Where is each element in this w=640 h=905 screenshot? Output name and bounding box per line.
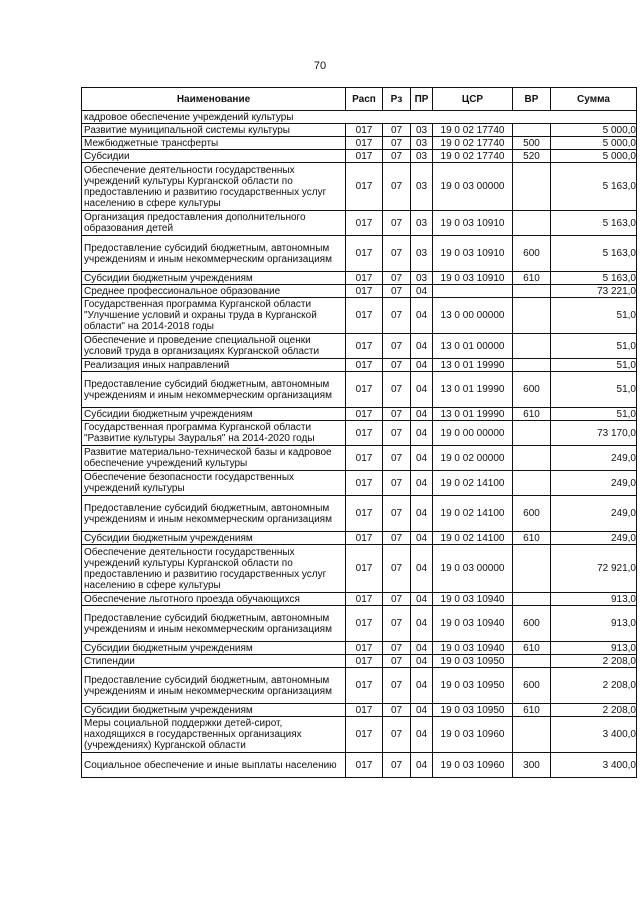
cell-sum: 2 208,0: [551, 704, 637, 717]
cell-rasp: 017: [346, 137, 383, 150]
cell-name: Государственная программа Курганской области "Развитие культуры Зауралья" на 2014-2020 годы: [82, 421, 346, 446]
cell-rasp: 017: [346, 359, 383, 372]
cell-csr: 19 0 02 14100: [433, 496, 513, 532]
table-row: [82, 137, 637, 150]
cell-pr: 04: [411, 593, 433, 606]
cell-name: Предоставление субсидий бюджетным, автономным учреждениям и иным некоммерческим организациям: [82, 236, 346, 272]
cell-csr: 19 0 03 10950: [433, 668, 513, 704]
cell-pr: 03: [411, 211, 433, 236]
cell-csr: 19 0 03 10910: [433, 211, 513, 236]
cell-vr: [513, 545, 551, 593]
cell-sum: 249,0: [551, 496, 637, 532]
cell-pr: 04: [411, 717, 433, 753]
table-row: [82, 593, 637, 606]
cell-rasp: 017: [346, 532, 383, 545]
cell-name: Организация предоставления дополнительного образования детей: [82, 211, 346, 236]
cell-rasp: 017: [346, 593, 383, 606]
cell-pr: 04: [411, 446, 433, 471]
cell-vr: [513, 446, 551, 471]
continuation-row: [82, 111, 637, 124]
header-name: Наименование: [82, 88, 346, 111]
cell-rz: 07: [383, 421, 411, 446]
cell-vr: 520: [513, 150, 551, 163]
table-row: [82, 704, 637, 717]
cell-name: Обеспечение льготного проезда обучающихся: [82, 593, 346, 606]
cell-rz: 07: [383, 753, 411, 778]
cell-rz: 07: [383, 211, 411, 236]
cell-csr: 19 0 03 00000: [433, 163, 513, 211]
cell-sum: 3 400,0: [551, 753, 637, 778]
cell-vr: [513, 211, 551, 236]
table-row: [82, 642, 637, 655]
cell-name: Субсидии бюджетным учреждениям: [82, 704, 346, 717]
page-number: 70: [313, 60, 327, 72]
cell-sum: 5 000,0: [551, 150, 637, 163]
cell-pr: 04: [411, 642, 433, 655]
cell-pr: 04: [411, 655, 433, 668]
cell-sum: 72 921,0: [551, 545, 637, 593]
cell-rz: 07: [383, 471, 411, 496]
cell-name: Субсидии бюджетным учреждениям: [82, 532, 346, 545]
cell-csr: 19 0 02 14100: [433, 471, 513, 496]
cell-pr: 04: [411, 606, 433, 642]
cell-sum: 5 000,0: [551, 124, 637, 137]
cell-pr: 03: [411, 236, 433, 272]
cell-sum: 5 163,0: [551, 236, 637, 272]
cell-rasp: 017: [346, 642, 383, 655]
cell-rasp: 017: [346, 704, 383, 717]
cell-rz: 07: [383, 124, 411, 137]
table-row: [82, 163, 637, 211]
cell-rasp: 017: [346, 272, 383, 285]
table-row: [82, 496, 637, 532]
cell-csr: 19 0 03 10960: [433, 717, 513, 753]
cell-name: Субсидии: [82, 150, 346, 163]
cell-sum: 913,0: [551, 593, 637, 606]
continuation-text: кадровое обеспечение учреждений культуры: [82, 111, 637, 124]
cell-rz: 07: [383, 717, 411, 753]
cell-rz: 07: [383, 496, 411, 532]
table-row: [82, 334, 637, 359]
cell-rasp: 017: [346, 471, 383, 496]
cell-csr: 19 0 03 10940: [433, 606, 513, 642]
cell-name: Предоставление субсидий бюджетным, автономным учреждениям и иным некоммерческим организациям: [82, 606, 346, 642]
cell-vr: [513, 334, 551, 359]
cell-rz: 07: [383, 408, 411, 421]
cell-vr: 610: [513, 272, 551, 285]
cell-vr: 300: [513, 753, 551, 778]
table-row: [82, 150, 637, 163]
cell-rz: 07: [383, 655, 411, 668]
cell-vr: [513, 655, 551, 668]
cell-rz: 07: [383, 593, 411, 606]
cell-sum: 913,0: [551, 606, 637, 642]
cell-rasp: 017: [346, 408, 383, 421]
cell-name: Обеспечение и проведение специальной оценки условий труда в организациях Курганской области: [82, 334, 346, 359]
table-row: [82, 272, 637, 285]
cell-vr: 610: [513, 642, 551, 655]
cell-name: Развитие муниципальной системы культуры: [82, 124, 346, 137]
cell-pr: 04: [411, 471, 433, 496]
cell-rz: 07: [383, 272, 411, 285]
cell-sum: 3 400,0: [551, 717, 637, 753]
cell-csr: 19 0 02 14100: [433, 532, 513, 545]
cell-vr: [513, 124, 551, 137]
cell-rz: 07: [383, 334, 411, 359]
cell-pr: 04: [411, 545, 433, 593]
cell-csr: 19 0 00 00000: [433, 421, 513, 446]
cell-sum: 5 163,0: [551, 211, 637, 236]
cell-vr: [513, 717, 551, 753]
cell-csr: 19 0 03 10950: [433, 655, 513, 668]
cell-pr: 04: [411, 668, 433, 704]
cell-sum: 913,0: [551, 642, 637, 655]
cell-csr: 13 0 00 00000: [433, 298, 513, 334]
cell-rasp: 017: [346, 753, 383, 778]
cell-vr: [513, 471, 551, 496]
cell-rasp: 017: [346, 446, 383, 471]
cell-csr: 13 0 01 19990: [433, 359, 513, 372]
cell-name: Предоставление субсидий бюджетным, автономным учреждениям и иным некоммерческим организациям: [82, 496, 346, 532]
header-sum: Сумма: [551, 88, 637, 111]
cell-vr: 610: [513, 532, 551, 545]
cell-rz: 07: [383, 545, 411, 593]
cell-sum: 73 170,0: [551, 421, 637, 446]
cell-pr: 04: [411, 334, 433, 359]
cell-rz: 07: [383, 446, 411, 471]
cell-vr: [513, 298, 551, 334]
table-row: [82, 124, 637, 137]
cell-csr: 19 0 03 00000: [433, 545, 513, 593]
cell-sum: 51,0: [551, 359, 637, 372]
cell-sum: 5 163,0: [551, 272, 637, 285]
cell-pr: 04: [411, 496, 433, 532]
cell-name: Государственная программа Курганской области "Улучшение условий и охраны труда в Курганской области" на 2014-2018 годы: [82, 298, 346, 334]
cell-pr: 03: [411, 163, 433, 211]
cell-rz: 07: [383, 137, 411, 150]
cell-rasp: 017: [346, 372, 383, 408]
table-row: [82, 655, 637, 668]
cell-vr: 600: [513, 236, 551, 272]
table-row: [82, 545, 637, 593]
cell-name: Субсидии бюджетным учреждениям: [82, 272, 346, 285]
cell-csr: 13 0 01 00000: [433, 334, 513, 359]
cell-rasp: 017: [346, 163, 383, 211]
table-row: [82, 753, 637, 778]
cell-csr: 19 0 03 10950: [433, 704, 513, 717]
header-pr: ПР: [411, 88, 433, 111]
cell-sum: 73 221,0: [551, 285, 637, 298]
cell-sum: 2 208,0: [551, 655, 637, 668]
cell-sum: 2 208,0: [551, 668, 637, 704]
cell-csr: 19 0 02 17740: [433, 124, 513, 137]
cell-vr: 610: [513, 408, 551, 421]
cell-pr: 04: [411, 298, 433, 334]
cell-rasp: 017: [346, 655, 383, 668]
budget-table: [81, 87, 637, 778]
cell-rasp: 017: [346, 421, 383, 446]
table-row: [82, 359, 637, 372]
cell-sum: 5 163,0: [551, 163, 637, 211]
cell-name: Обеспечение безопасности государственных учреждений культуры: [82, 471, 346, 496]
cell-sum: 51,0: [551, 408, 637, 421]
cell-sum: 249,0: [551, 532, 637, 545]
cell-rz: 07: [383, 668, 411, 704]
cell-name: Развитие материально-технической базы и кадровое обеспечение учреждений культуры: [82, 446, 346, 471]
cell-csr: [433, 285, 513, 298]
cell-pr: 03: [411, 137, 433, 150]
table-row: [82, 421, 637, 446]
cell-csr: 19 0 03 10940: [433, 642, 513, 655]
cell-sum: 51,0: [551, 372, 637, 408]
cell-rasp: 017: [346, 150, 383, 163]
cell-csr: 13 0 01 19990: [433, 372, 513, 408]
cell-pr: 04: [411, 285, 433, 298]
cell-csr: 19 0 03 10960: [433, 753, 513, 778]
header-rz: Рз: [383, 88, 411, 111]
cell-name: Социальное обеспечение и иные выплаты населению: [82, 753, 346, 778]
table-row: [82, 532, 637, 545]
cell-vr: [513, 593, 551, 606]
header-vr: ВР: [513, 88, 551, 111]
cell-name: Среднее профессиональное образование: [82, 285, 346, 298]
cell-vr: [513, 285, 551, 298]
cell-rasp: 017: [346, 124, 383, 137]
cell-name: Обеспечение деятельности государственных учреждений культуры Курганской области по предоставлению и развитию государственных услуг населению в сфере культуры: [82, 163, 346, 211]
cell-rasp: 017: [346, 668, 383, 704]
cell-rasp: 017: [346, 496, 383, 532]
cell-sum: 249,0: [551, 446, 637, 471]
cell-vr: 600: [513, 496, 551, 532]
cell-rz: 07: [383, 532, 411, 545]
cell-pr: 03: [411, 272, 433, 285]
cell-name: Субсидии бюджетным учреждениям: [82, 408, 346, 421]
cell-rz: 07: [383, 372, 411, 408]
cell-name: Предоставление субсидий бюджетным, автономным учреждениям и иным некоммерческим организациям: [82, 372, 346, 408]
cell-rasp: 017: [346, 298, 383, 334]
cell-csr: 19 0 03 10940: [433, 593, 513, 606]
cell-rasp: 017: [346, 236, 383, 272]
cell-vr: 600: [513, 372, 551, 408]
cell-vr: 600: [513, 668, 551, 704]
cell-sum: 51,0: [551, 298, 637, 334]
table-row: [82, 211, 637, 236]
cell-pr: 04: [411, 704, 433, 717]
cell-name: Обеспечение деятельности государственных учреждений культуры Курганской области по предоставлению и развитию государственных услуг населению в сфере культуры: [82, 545, 346, 593]
cell-rz: 07: [383, 236, 411, 272]
cell-name: Меры социальной поддержки детей-сирот, находящихся в государственных организациях (учреждениях) Курганской области: [82, 717, 346, 753]
cell-rz: 07: [383, 704, 411, 717]
cell-rz: 07: [383, 298, 411, 334]
cell-name: Предоставление субсидий бюджетным, автономным учреждениям и иным некоммерческим организациям: [82, 668, 346, 704]
cell-rz: 07: [383, 150, 411, 163]
cell-vr: [513, 359, 551, 372]
table-header-row: [82, 88, 637, 111]
table-row: [82, 236, 637, 272]
table-row: [82, 408, 637, 421]
cell-vr: 500: [513, 137, 551, 150]
table-row: [82, 471, 637, 496]
cell-rz: 07: [383, 359, 411, 372]
cell-vr: 610: [513, 704, 551, 717]
cell-pr: 04: [411, 753, 433, 778]
cell-pr: 04: [411, 372, 433, 408]
header-csr: ЦСР: [433, 88, 513, 111]
cell-csr: 19 0 02 17740: [433, 150, 513, 163]
cell-name: Межбюджетные трансферты: [82, 137, 346, 150]
cell-rz: 07: [383, 642, 411, 655]
cell-vr: [513, 163, 551, 211]
cell-rasp: 017: [346, 211, 383, 236]
table-row: [82, 372, 637, 408]
cell-rz: 07: [383, 606, 411, 642]
cell-pr: 03: [411, 150, 433, 163]
cell-sum: 249,0: [551, 471, 637, 496]
cell-pr: 04: [411, 408, 433, 421]
table-row: [82, 606, 637, 642]
cell-vr: 600: [513, 606, 551, 642]
cell-pr: 04: [411, 359, 433, 372]
cell-name: Стипендии: [82, 655, 346, 668]
cell-csr: 13 0 01 19990: [433, 408, 513, 421]
table-row: [82, 298, 637, 334]
cell-csr: 19 0 02 00000: [433, 446, 513, 471]
cell-pr: 04: [411, 532, 433, 545]
cell-name: Реализация иных направлений: [82, 359, 346, 372]
cell-csr: 19 0 02 17740: [433, 137, 513, 150]
cell-name: Субсидии бюджетным учреждениям: [82, 642, 346, 655]
cell-pr: 04: [411, 421, 433, 446]
cell-sum: 51,0: [551, 334, 637, 359]
cell-rz: 07: [383, 163, 411, 211]
table-row: [82, 285, 637, 298]
cell-rasp: 017: [346, 334, 383, 359]
table-row: [82, 717, 637, 753]
table-row: [82, 446, 637, 471]
cell-pr: 03: [411, 124, 433, 137]
cell-rasp: 017: [346, 606, 383, 642]
header-rasp: Расп: [346, 88, 383, 111]
cell-csr: 19 0 03 10910: [433, 236, 513, 272]
cell-rz: 07: [383, 285, 411, 298]
cell-csr: 19 0 03 10910: [433, 272, 513, 285]
cell-vr: [513, 421, 551, 446]
cell-rasp: 017: [346, 285, 383, 298]
cell-sum: 5 000,0: [551, 137, 637, 150]
cell-rasp: 017: [346, 717, 383, 753]
table-row: [82, 668, 637, 704]
cell-rasp: 017: [346, 545, 383, 593]
